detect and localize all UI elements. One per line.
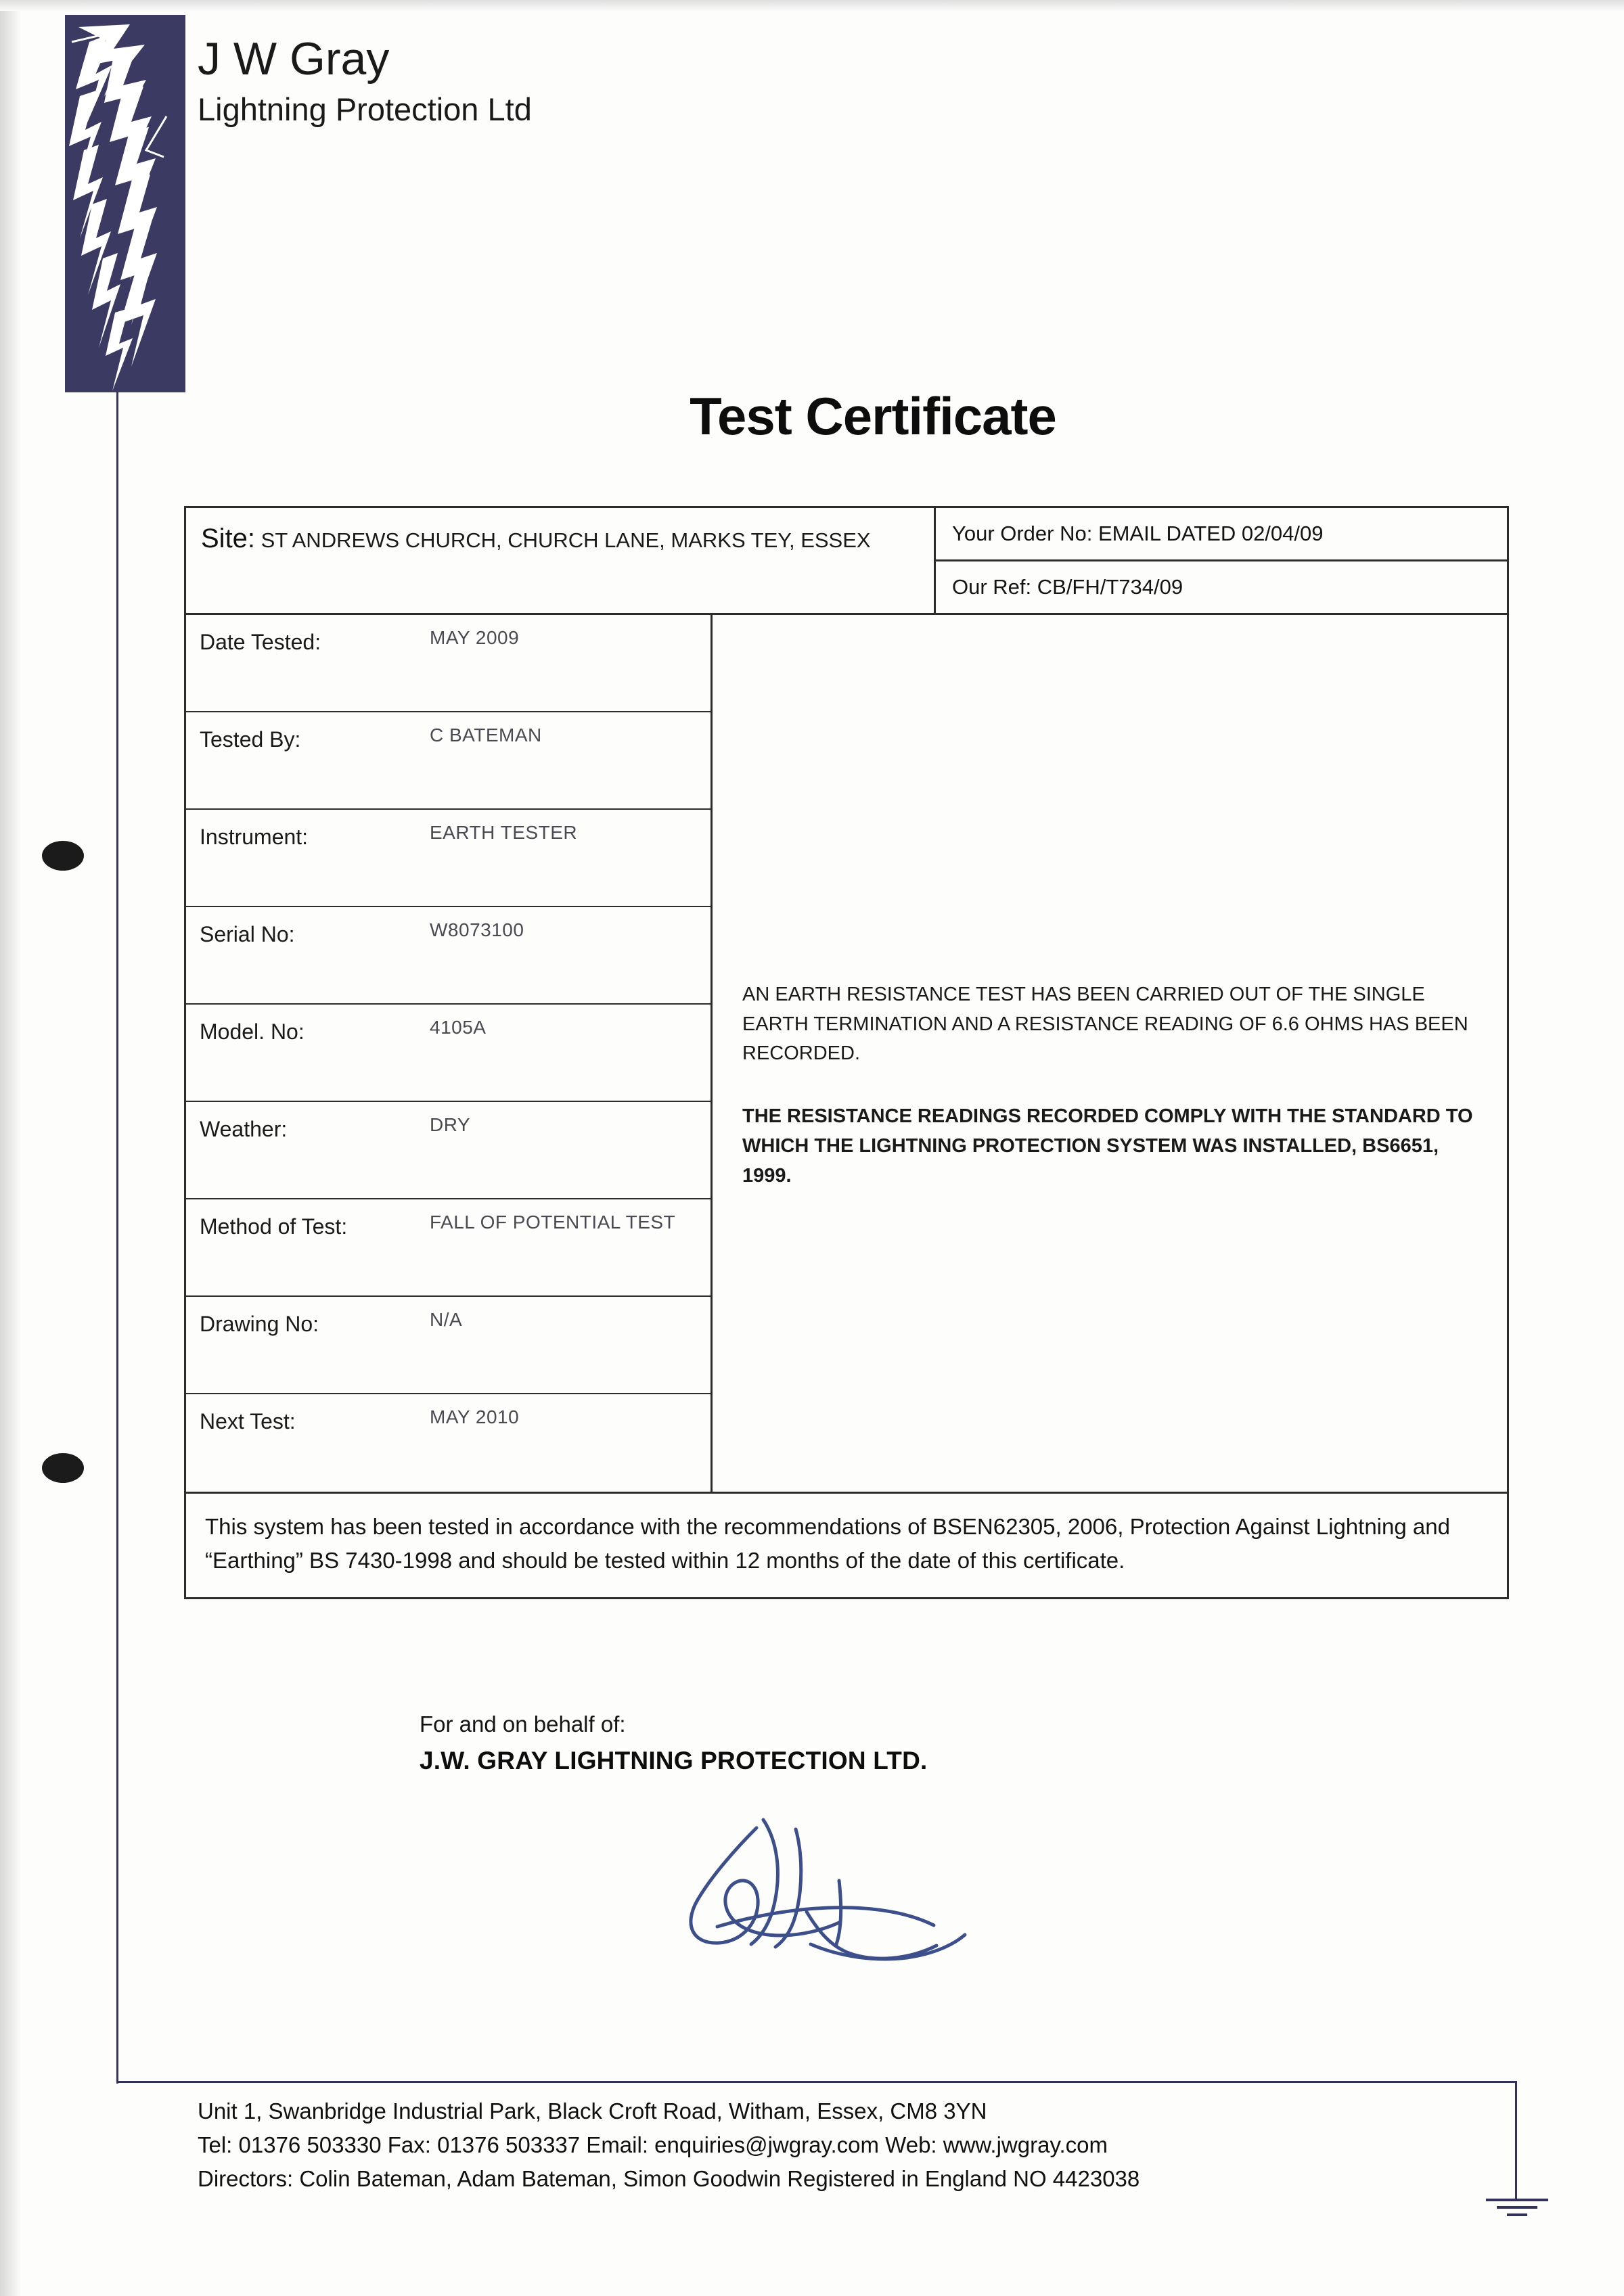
- field-label: Weather:: [200, 1117, 288, 1141]
- table-header-row: [186, 508, 1507, 615]
- field-label: Tested By:: [200, 727, 301, 752]
- note-paragraph-2: THE RESISTANCE READINGS RECORDED COMPLY WITH THE STANDARD TO WHICH THE LIGHTNING PROTECTION SYSTEM WAS INSTALLED, BS6651, 1999.: [742, 1105, 1473, 1187]
- earth-ground-icon: [1486, 2199, 1548, 2231]
- field-value: N/A: [430, 1309, 463, 1330]
- lightning-bolt-icon: [65, 15, 185, 392]
- site-value: ST ANDREWS CHURCH, CHURCH LANE, MARKS TEY, ESSEX: [261, 528, 871, 552]
- field-value: DRY: [430, 1114, 471, 1135]
- scan-edge-left: [0, 0, 20, 2296]
- table-body-row: [186, 615, 1507, 1494]
- your-order-no: Your Order No: EMAIL DATED 02/04/09: [936, 508, 1507, 561]
- fields-column: [186, 615, 713, 1492]
- footer: [198, 2094, 1483, 2196]
- note-paragraph-1: AN EARTH RESISTANCE TEST HAS BEEN CARRIED OUT OF THE SINGLE EARTH TERMINATION AND A RESISTANCE READING OF 6.6 OHMS HAS BEEN RECORDED.: [742, 984, 1468, 1064]
- table-row: [186, 1005, 710, 1102]
- certificate-table: [184, 506, 1509, 1599]
- signature-block: [420, 1712, 1367, 1775]
- table-row: [186, 907, 710, 1005]
- site-cell: [186, 508, 936, 613]
- table-row: [186, 1297, 710, 1394]
- company-name-line1: J W Gray: [198, 33, 390, 85]
- bottom-border-rule: [116, 2081, 1517, 2083]
- field-label: Model. No:: [200, 1019, 304, 1044]
- footer-address: Unit 1, Swanbridge Industrial Park, Black Croft Road, Witham, Essex, CM8 3YN: [198, 2098, 987, 2123]
- footer-contact: Tel: 01376 503330 Fax: 01376 503337 Email: enquiries@jwgray.com Web: www.jwgray.com: [198, 2132, 1108, 2158]
- table-row: [186, 810, 710, 907]
- field-value: FALL OF POTENTIAL TEST: [430, 1212, 676, 1233]
- field-value: EARTH TESTER: [430, 822, 578, 843]
- table-row: [186, 1394, 710, 1492]
- field-label: Serial No:: [200, 922, 295, 946]
- field-label: Next Test:: [200, 1409, 296, 1433]
- punch-hole: [42, 1453, 84, 1483]
- compliance-statement: This system has been tested in accordance with the recommendations of BSEN62305, 2006, Protection Against Lightning and “Earthing” BS 7430-1998 and should be tested within 12 months of the date of this certificate.: [205, 1514, 1450, 1573]
- handwritten-signature: [636, 1799, 1015, 1989]
- table-row: [186, 712, 710, 810]
- page-title: Test Certificate: [690, 386, 1056, 446]
- field-label: Drawing No:: [200, 1312, 319, 1336]
- table-row: [186, 1102, 710, 1199]
- company-name-line2: Lightning Protection Ltd: [198, 91, 532, 128]
- field-value: MAY 2009: [430, 627, 520, 648]
- field-value: W8073100: [430, 919, 524, 940]
- field-value: MAY 2010: [430, 1406, 520, 1427]
- footer-directors: Directors: Colin Bateman, Adam Bateman, Simon Goodwin Registered in England NO 4423038: [198, 2166, 1140, 2192]
- order-reference-cell: [936, 508, 1507, 613]
- site-label: Site:: [201, 524, 256, 553]
- table-row: [186, 1199, 710, 1297]
- field-label: Method of Test:: [200, 1214, 348, 1239]
- field-label: Date Tested:: [200, 630, 321, 654]
- company-name: [198, 35, 942, 130]
- table-row: [186, 615, 710, 712]
- signing-company: J.W. GRAY LIGHTNING PROTECTION LTD.: [420, 1747, 928, 1774]
- field-value: 4105A: [430, 1017, 487, 1038]
- scan-edge-top: [0, 0, 1624, 11]
- notes-column: [713, 615, 1507, 1492]
- for-and-on-behalf-label: For and on behalf of:: [420, 1712, 626, 1737]
- field-label: Instrument:: [200, 825, 309, 849]
- field-value: C BATEMAN: [430, 725, 542, 745]
- bottom-border-rule-tail: [1515, 2081, 1517, 2199]
- punch-hole: [42, 841, 84, 871]
- our-ref: Our Ref: CB/FH/T734/09: [952, 575, 1183, 599]
